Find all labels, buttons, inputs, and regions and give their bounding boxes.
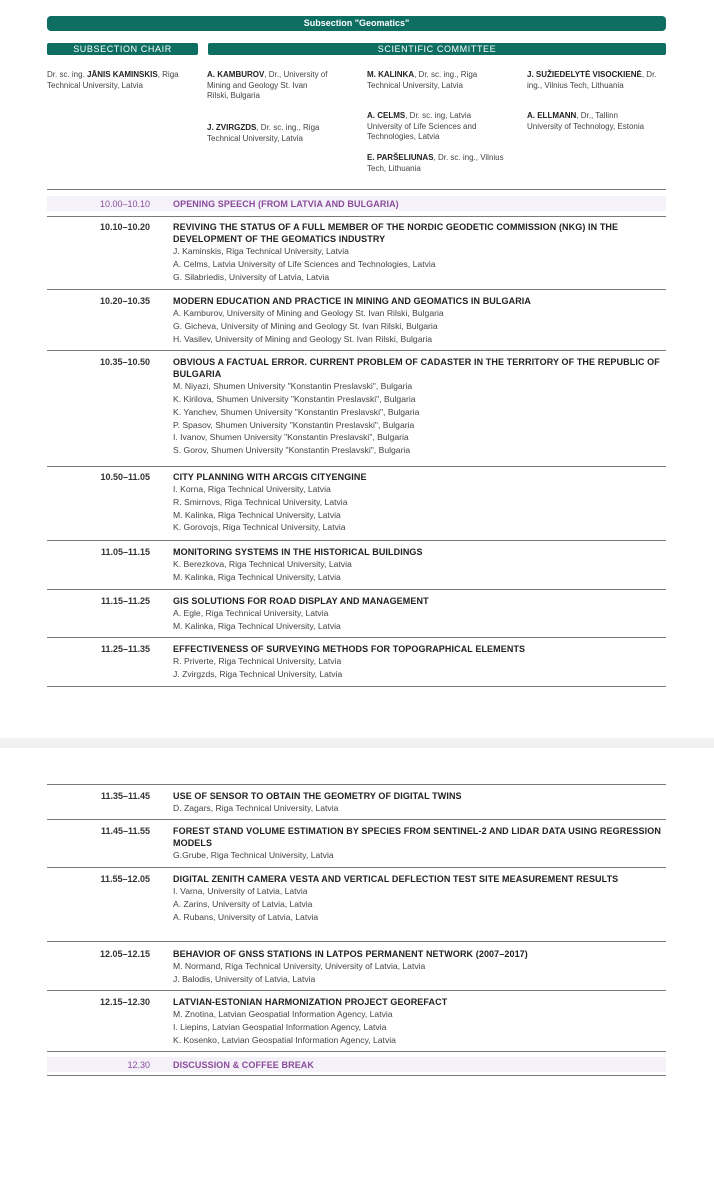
member-name: J. SUŽIEDELYTĖ VISOCKIENĖ	[527, 70, 642, 79]
session-author: J. Zvirgzds, Riga Technical University, Latvia	[173, 668, 343, 679]
chair-name: JĀNIS KAMINSKIS	[87, 70, 158, 79]
session-author: R. Priverte, Riga Technical University, Latvia	[173, 656, 342, 667]
session-author: I. Varna, University of Latvia, Latvia	[173, 886, 308, 897]
session-title: FOREST STAND VOLUME ESTIMATION BY SPECIES FROM SENTINEL-2 AND LIDAR DATA USING REGRESSION MODELS	[173, 826, 661, 849]
session-entry	[173, 643, 668, 681]
session-entry	[173, 221, 668, 284]
committee-member	[207, 70, 329, 102]
member-name: J. ZVIRGZDS	[207, 123, 257, 132]
session-time: 10.20–10.35	[99, 296, 150, 306]
row-divider	[47, 189, 666, 190]
row-divider	[47, 686, 666, 687]
row-divider	[47, 289, 666, 290]
session-author: S. Gorov, Shumen University "Konstantin Preslavski", Bulgaria	[173, 444, 411, 455]
session-entry	[173, 471, 668, 534]
session-entry	[173, 356, 668, 457]
row-divider	[47, 350, 666, 351]
session-author: M. Normand, Riga Technical University, University of Latvia, Latvia	[173, 961, 426, 972]
session-entry	[173, 790, 668, 815]
row-divider	[47, 216, 666, 217]
session-entry	[173, 873, 668, 923]
session-time: 12.30	[127, 1060, 150, 1070]
session-title: MODERN EDUCATION AND PRACTICE IN MINING AND GEOMATICS IN BULGARIA	[173, 296, 531, 306]
session-time: 11.45–11.55	[100, 826, 150, 836]
session-title: CITY PLANNING WITH ARCGIS CITYENGINE	[173, 472, 367, 482]
session-author: A. Egle, Riga Technical University, Latvia	[173, 608, 329, 619]
session-author: I. Korna, Riga Technical University, Latvia	[173, 484, 331, 495]
session-author: P. Spasov, Shumen University "Konstantin Preslavski", Bulgaria	[173, 419, 415, 430]
session-time: 12.05–12.15	[99, 949, 150, 959]
session-entry	[173, 546, 668, 584]
member-affiliation: , Dr. ing., Vilnius Tech, Lithuania	[527, 70, 657, 90]
committee-member	[367, 70, 499, 91]
session-entry	[173, 198, 668, 210]
row-divider	[47, 637, 666, 638]
committee-member	[207, 123, 335, 144]
session-author: M. Niyazi, Shumen University "Konstantin Preslavski", Bulgaria	[173, 381, 413, 392]
row-divider	[47, 784, 666, 785]
session-author: G. Silabriedis, University of Latvia, Latvia	[173, 271, 330, 282]
session-author: R. Smirnovs, Riga Technical University, Latvia	[173, 496, 348, 507]
session-time: 10.10–10.20	[99, 222, 150, 232]
row-divider	[47, 466, 666, 467]
session-entry	[173, 996, 668, 1046]
committee-member	[367, 153, 509, 174]
member-affiliation: , Dr. sc. ing., Riga Technical University, Latvia	[207, 123, 320, 143]
session-time: 10.50–11.05	[100, 472, 150, 482]
member-name: A. KAMBUROV	[207, 70, 265, 79]
session-author: K. Berezkova, Riga Technical University, Latvia	[173, 559, 352, 570]
session-time: 11.55–12.05	[100, 874, 150, 884]
row-divider	[47, 941, 666, 942]
row-divider	[47, 990, 666, 991]
session-time: 11.05–11.15	[100, 547, 150, 557]
session-time: 10.35–10.50	[99, 357, 150, 367]
subsection-title-banner: Subsection "Geomatics"	[47, 16, 666, 31]
session-author: A. Kamburov, University of Mining and Geology St. Ivan Rilski, Bulgaria	[173, 308, 444, 319]
session-author: D. Zagars, Riga Technical University, Latvia	[173, 803, 339, 814]
chair-prefix: Dr. sc. ing.	[47, 70, 88, 79]
session-author: J. Kaminskis, Riga Technical University, Latvia	[173, 246, 349, 257]
session-author: K. Yanchev, Shumen University "Konstantin Preslavski", Bulgaria	[173, 406, 420, 417]
row-divider	[47, 819, 666, 820]
session-author: M. Kalinka, Riga Technical University, Latvia	[173, 509, 341, 520]
session-title: USE OF SENSOR TO OBTAIN THE GEOMETRY OF DIGITAL TWINS	[173, 791, 462, 801]
committee-member	[367, 111, 507, 143]
member-affiliation: , Dr. sc. ing., Riga Technical University, Latvia	[367, 70, 478, 90]
subsection-chair-member	[47, 70, 187, 91]
chair-affiliation: , Riga Technical University, Latvia	[47, 70, 179, 90]
session-title: DISCUSSION & COFFEE BREAK	[173, 1060, 315, 1070]
committee-member	[527, 70, 667, 91]
session-time: 11.15–11.25	[100, 596, 150, 606]
session-title: GIS SOLUTIONS FOR ROAD DISPLAY AND MANAGEMENT	[173, 596, 429, 606]
member-affiliation: , Dr. sc. ing, Latvia University of Life Sciences and Technologies, Latvia	[367, 111, 477, 141]
session-title: LATVIAN-ESTONIAN HARMONIZATION PROJECT GEOREFACT	[173, 997, 448, 1007]
session-entry	[173, 825, 668, 862]
session-time: 10.00–10.10	[99, 199, 150, 209]
session-author: J. Balodis, University of Latvia, Latvia	[173, 973, 316, 984]
session-author: G. Gicheva, University of Mining and Geology St. Ivan Rilski, Bulgaria	[173, 320, 438, 331]
session-time: 12.15–12.30	[99, 997, 150, 1007]
member-affiliation: , Dr., University of Mining and Geology St. Ivan Rilski, Bulgaria	[207, 70, 328, 100]
session-author: H. Vasilev, University of Mining and Geology St. Ivan Rilski, Bulgaria	[173, 333, 433, 344]
row-divider	[47, 540, 666, 541]
program-page-2	[0, 748, 714, 1200]
scientific-committee-header: SCIENTIFIC COMMITTEE	[208, 43, 666, 55]
session-title: OBVIOUS A FACTUAL ERROR. CURRENT PROBLEM OF CADASTER IN THE TERRITORY OF THE REPUBLIC OF BULGARIA	[173, 357, 660, 380]
session-title: REVIVING THE STATUS OF A FULL MEMBER OF THE NORDIC GEODETIC COMMISSION (NKG) IN THE DEVELOPMENT OF THE GEOMATICS INDUSTRY	[173, 222, 619, 245]
session-author: K. Kirilova, Shumen University "Konstantin Preslavski", Bulgaria	[173, 394, 416, 405]
committee-member	[527, 111, 649, 132]
session-author: A. Zarins, University of Latvia, Latvia	[173, 898, 313, 909]
session-title: MONITORING SYSTEMS IN THE HISTORICAL BUILDINGS	[173, 547, 423, 557]
session-title: EFFECTIVENESS OF SURVEYING METHODS FOR TOPOGRAPHICAL ELEMENTS	[173, 644, 526, 654]
session-time: 11.25–11.35	[100, 644, 150, 654]
session-author: K. Gorovojs, Riga Technical University, Latvia	[173, 522, 346, 533]
session-title: BEHAVIOR OF GNSS STATIONS IN LATPOS PERMANENT NETWORK (2007–2017)	[173, 949, 528, 959]
session-author: K. Kosenko, Latvian Geospatial Information Agency, Latvia	[173, 1034, 396, 1045]
session-author: I. Liepins, Latvian Geospatial Information Agency, Latvia	[173, 1021, 387, 1032]
session-author: M. Kalinka, Riga Technical University, Latvia	[173, 620, 341, 631]
session-author: I. Ivanov, Shumen University "Konstantin Preslavski", Bulgaria	[173, 432, 409, 443]
member-affiliation: , Dr. sc. ing., Vilnius Tech, Lithuania	[367, 153, 504, 173]
session-author: M. Znotina, Latvian Geospatial Information Agency, Latvia	[173, 1009, 393, 1020]
session-author: A. Rubans, University of Latvia, Latvia	[173, 911, 319, 922]
session-author: M. Kalinka, Riga Technical University, Latvia	[173, 571, 341, 582]
session-time: 11.35–11.45	[100, 791, 150, 801]
row-divider	[47, 867, 666, 868]
session-entry	[173, 948, 668, 986]
row-divider	[47, 1075, 666, 1076]
member-name: M. KALINKA	[367, 70, 415, 79]
session-entry	[173, 1059, 668, 1071]
session-entry	[173, 595, 668, 633]
session-author: G.Grube, Riga Technical University, Latvia	[173, 850, 334, 861]
session-author: A. Celms, Latvia University of Life Sciences and Technologies, Latvia	[173, 259, 436, 270]
session-title: DIGITAL ZENITH CAMERA VESTA AND VERTICAL DEFLECTION TEST SITE MEASUREMENT RESULTS	[173, 874, 619, 884]
session-entry	[173, 295, 668, 345]
row-divider	[47, 1051, 666, 1052]
member-affiliation: , Dr., Tallinn University of Technology, Estonia	[527, 111, 645, 131]
member-name: A. CELMS	[367, 111, 406, 120]
session-title: OPENING SPEECH (FROM LATVIA AND BULGARIA)	[173, 199, 399, 209]
subsection-chair-header: SUBSECTION CHAIR	[47, 43, 198, 55]
page-separator	[0, 738, 714, 748]
member-name: A. ELLMANN	[527, 111, 577, 120]
member-name: E. PARŠELIUNAS	[367, 153, 434, 162]
row-divider	[47, 589, 666, 590]
